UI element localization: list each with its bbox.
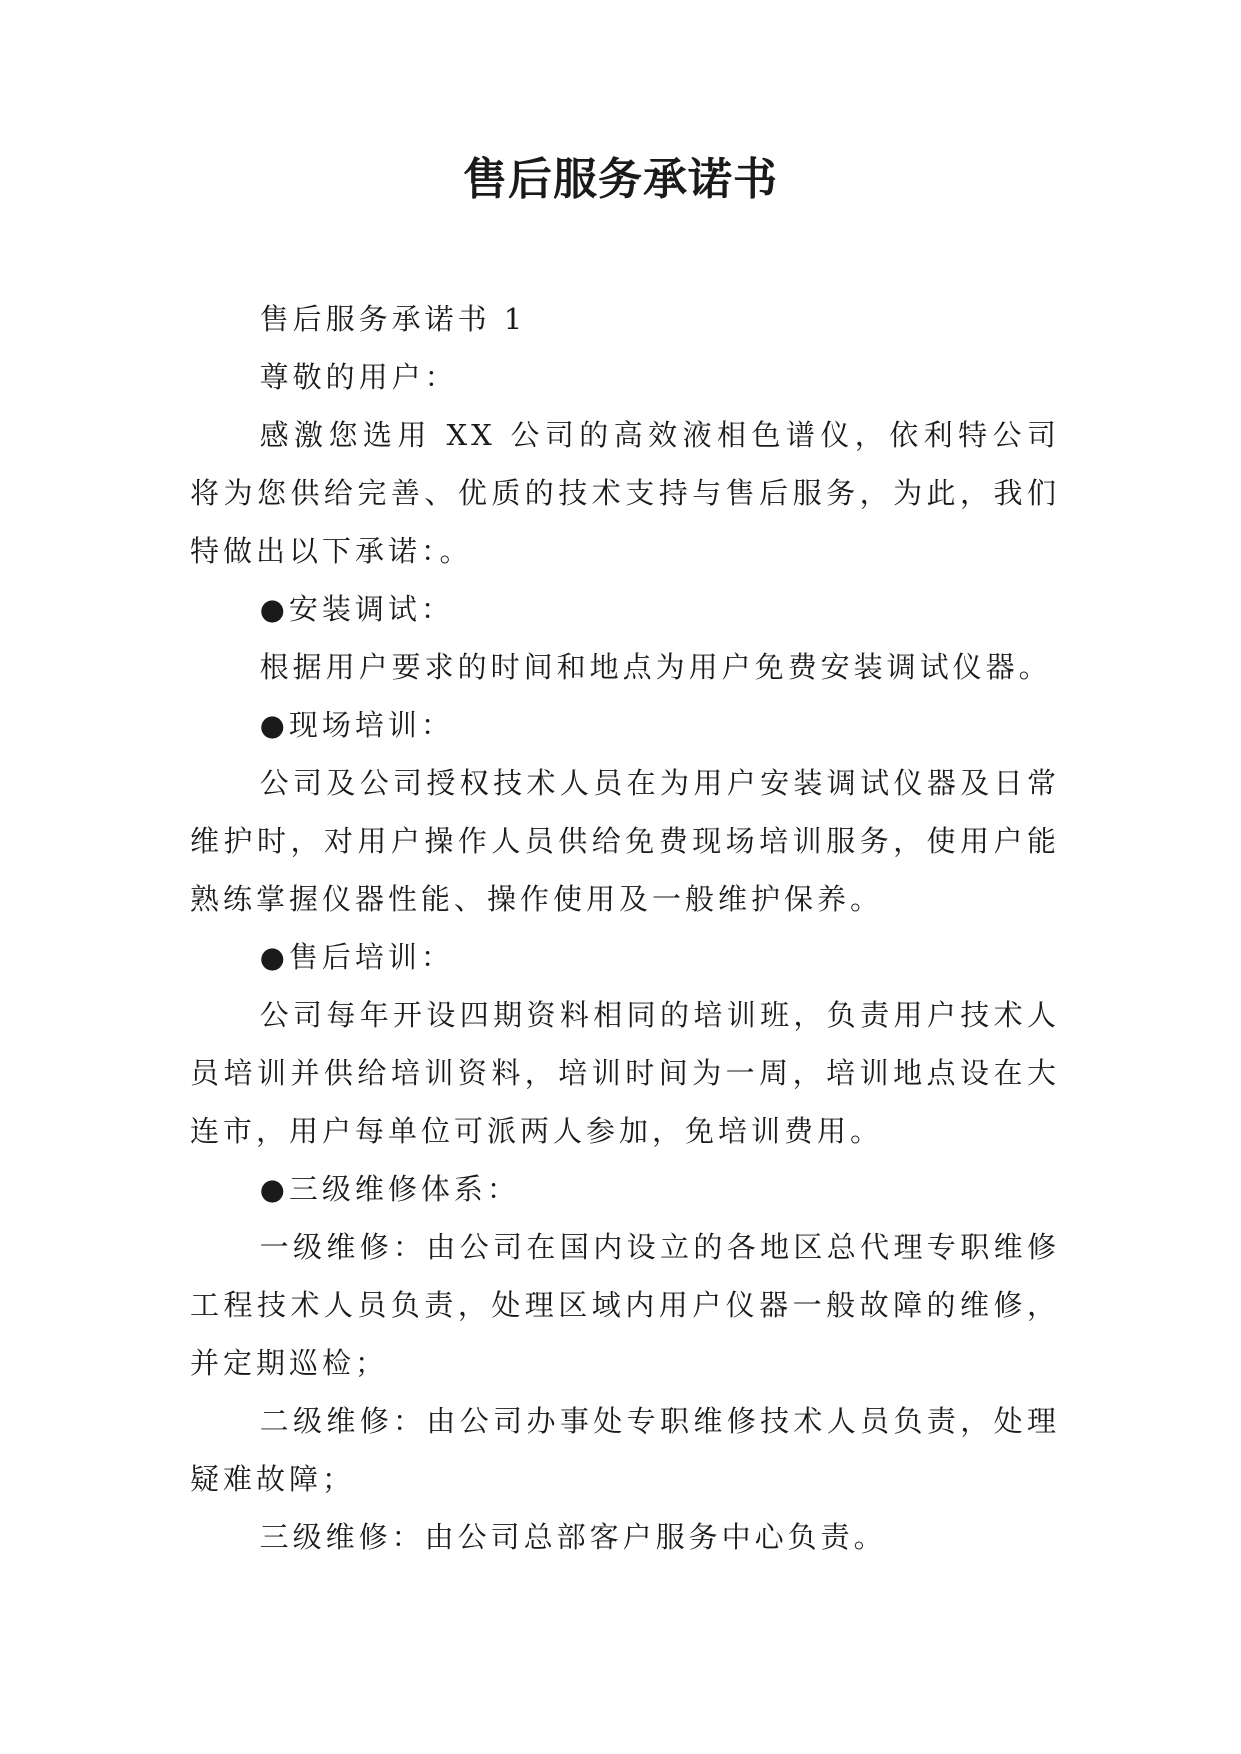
section-paragraph-onsite-training: 公司及公司授权技术人员在为用户安装调试仪器及日常维护时，对用户操作人员供给免费现场培训服务，使用户能熟练掌握仪器性能、操作使用及一般维护保养。 (190, 766, 1060, 916)
section-heading-aftersales-training: ●售后培训： (259, 940, 454, 974)
section-paragraph-level-2: 二级维修：由公司办事处专职维修技术人员负责，处理疑难故障； (190, 1404, 1060, 1496)
section-paragraph-aftersales-training: 公司每年开设四期资料相同的培训班，负责用户技术人员培训并供给培训资料，培训时间为一周，培训地点设在大连市，用户每单位可派两人参加，免培训费用。 (190, 998, 1060, 1148)
document-title: 售后服务承诺书 (463, 154, 778, 205)
section-paragraph-level-3: 三级维修：由公司总部客户服务中心负责。 (259, 1520, 887, 1554)
section-paragraph-installation: 根据用户要求的时间和地点为用户免费安装调试仪器。 (259, 650, 1052, 684)
greeting-line: 尊敬的用户： (259, 360, 458, 394)
section-heading-maintenance-system: ●三级维修体系： (259, 1172, 520, 1206)
section-heading-onsite-training: ●现场培训： (259, 708, 454, 742)
intro-paragraph: 感激您选用 XX 公司的高效液相色谱仪，依利特公司将为您供给完善、优质的技术支持与售后服务，为此，我们特做出以下承诺：。 (190, 418, 1060, 568)
section-heading-installation: ●安装调试： (259, 592, 454, 626)
document-body (190, 290, 1060, 1566)
section-paragraph-level-1: 一级维修：由公司在国内设立的各地区总代理专职维修工程技术人员负责，处理区域内用户仪器一般故障的维修，并定期巡检； (190, 1230, 1060, 1380)
subtitle-line: 售后服务承诺书 1 (259, 302, 527, 336)
